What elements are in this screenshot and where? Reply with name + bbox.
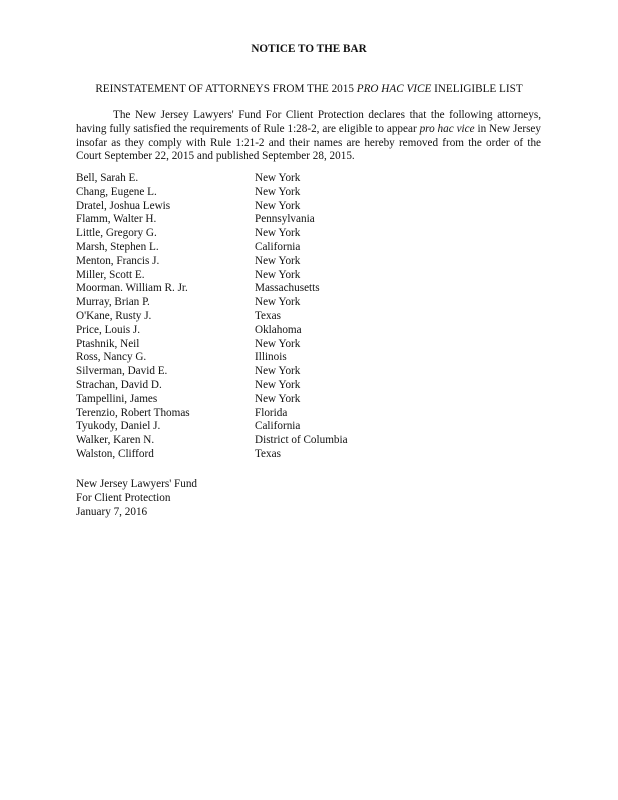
attorney-state: Florida bbox=[255, 406, 288, 419]
attorney-name: Price, Louis J. bbox=[76, 323, 141, 336]
attorney-state: New York bbox=[255, 227, 301, 240]
attorney-name: Terenzio, Robert Thomas bbox=[76, 406, 190, 419]
attorney-row bbox=[76, 365, 541, 379]
attorney-name: Walston, Clifford bbox=[76, 447, 154, 460]
attorney-row bbox=[76, 448, 541, 462]
signature-org-line-2: For Client Protection bbox=[76, 491, 171, 504]
attorney-row bbox=[76, 407, 541, 421]
attorney-row bbox=[76, 420, 541, 434]
attorney-name: Tampellini, James bbox=[76, 392, 158, 405]
attorney-state: New York bbox=[255, 199, 301, 212]
signature-org-line-1: New Jersey Lawyers' Fund bbox=[76, 478, 198, 490]
attorney-name: Moorman. William R. Jr. bbox=[76, 282, 188, 295]
subtitle-text-start: REINSTATEMENT OF ATTORNEYS FROM THE 2015 bbox=[95, 83, 357, 95]
attorney-state: Texas bbox=[255, 447, 281, 460]
attorney-state: New York bbox=[255, 337, 301, 350]
attorney-row bbox=[76, 186, 541, 200]
subtitle-text-end: INELIGIBLE LIST bbox=[431, 83, 523, 95]
attorney-state: New York bbox=[255, 172, 301, 184]
notice-subtitle bbox=[0, 82, 618, 96]
attorney-state: Oklahoma bbox=[255, 323, 302, 336]
attorney-state: New York bbox=[255, 254, 301, 267]
attorney-name: Marsh, Stephen L. bbox=[76, 240, 159, 253]
attorney-state: Texas bbox=[255, 309, 281, 322]
attorney-state: Pennsylvania bbox=[255, 213, 315, 226]
attorney-row bbox=[76, 434, 541, 448]
attorney-state: New York bbox=[255, 392, 301, 405]
attorney-name: Murray, Brian P. bbox=[76, 296, 150, 309]
attorney-state: District of Columbia bbox=[255, 434, 348, 447]
attorney-name: Flamm, Walter H. bbox=[76, 213, 157, 226]
attorney-name: Ross, Nancy G. bbox=[76, 351, 147, 364]
attorney-name: Miller, Scott E. bbox=[76, 268, 145, 281]
body-text-start: The New Jersey Lawyers' Fund For Client Protection declares that the following attorneys, having fully satisfied the requirements of Rule 1:28-2, are eligible to appear bbox=[76, 109, 541, 135]
attorney-row bbox=[76, 351, 541, 365]
attorney-name: Menton, Francis J. bbox=[76, 254, 160, 267]
attorney-name: O'Kane, Rusty J. bbox=[76, 309, 152, 322]
body-text-end: in New Jersey insofar as they comply with Rule 1:21-2 and their names are hereby removed from the order of the Court September 22, 2015 and published September 28, 2015. bbox=[76, 122, 541, 163]
attorney-name: Tyukody, Daniel J. bbox=[76, 420, 161, 433]
attorney-row bbox=[76, 310, 541, 324]
attorney-list bbox=[76, 172, 541, 462]
attorney-row bbox=[76, 324, 541, 338]
attorney-row bbox=[76, 200, 541, 214]
attorney-name: Bell, Sarah E. bbox=[76, 172, 139, 184]
attorney-state: New York bbox=[255, 185, 301, 198]
attorney-row bbox=[76, 255, 541, 269]
attorney-row bbox=[76, 282, 541, 296]
attorney-state: Illinois bbox=[255, 351, 287, 364]
attorney-state: California bbox=[255, 240, 301, 253]
attorney-state: New York bbox=[255, 296, 301, 309]
attorney-row bbox=[76, 338, 541, 352]
attorney-name: Little, Gregory G. bbox=[76, 227, 157, 240]
attorney-row bbox=[76, 393, 541, 407]
attorney-row bbox=[76, 296, 541, 310]
attorney-row bbox=[76, 241, 541, 255]
attorney-state: Massachusetts bbox=[255, 282, 320, 295]
attorney-row bbox=[76, 227, 541, 241]
subtitle-italic-term: PRO HAC VICE bbox=[356, 83, 432, 95]
attorney-row bbox=[76, 379, 541, 393]
notice-title: NOTICE TO THE BAR bbox=[251, 43, 367, 55]
signature-date: January 7, 2016 bbox=[76, 505, 148, 518]
attorney-name: Chang, Eugene L. bbox=[76, 185, 157, 198]
attorney-name: Dratel, Joshua Lewis bbox=[76, 199, 171, 212]
attorney-state: New York bbox=[255, 268, 301, 281]
attorney-state: California bbox=[255, 420, 301, 433]
attorney-name: Walker, Karen N. bbox=[76, 434, 155, 447]
attorney-name: Strachan, David D. bbox=[76, 378, 162, 391]
body-italic-term: pro hac vice bbox=[419, 122, 475, 135]
attorney-row bbox=[76, 172, 541, 186]
attorney-state: New York bbox=[255, 378, 301, 391]
attorney-state: New York bbox=[255, 365, 301, 378]
attorney-name: Silverman, David E. bbox=[76, 365, 168, 378]
attorney-row bbox=[76, 213, 541, 227]
attorney-row bbox=[76, 269, 541, 283]
notice-body-paragraph bbox=[76, 109, 541, 164]
signature-block bbox=[76, 478, 197, 519]
attorney-name: Ptashnik, Neil bbox=[76, 337, 140, 350]
